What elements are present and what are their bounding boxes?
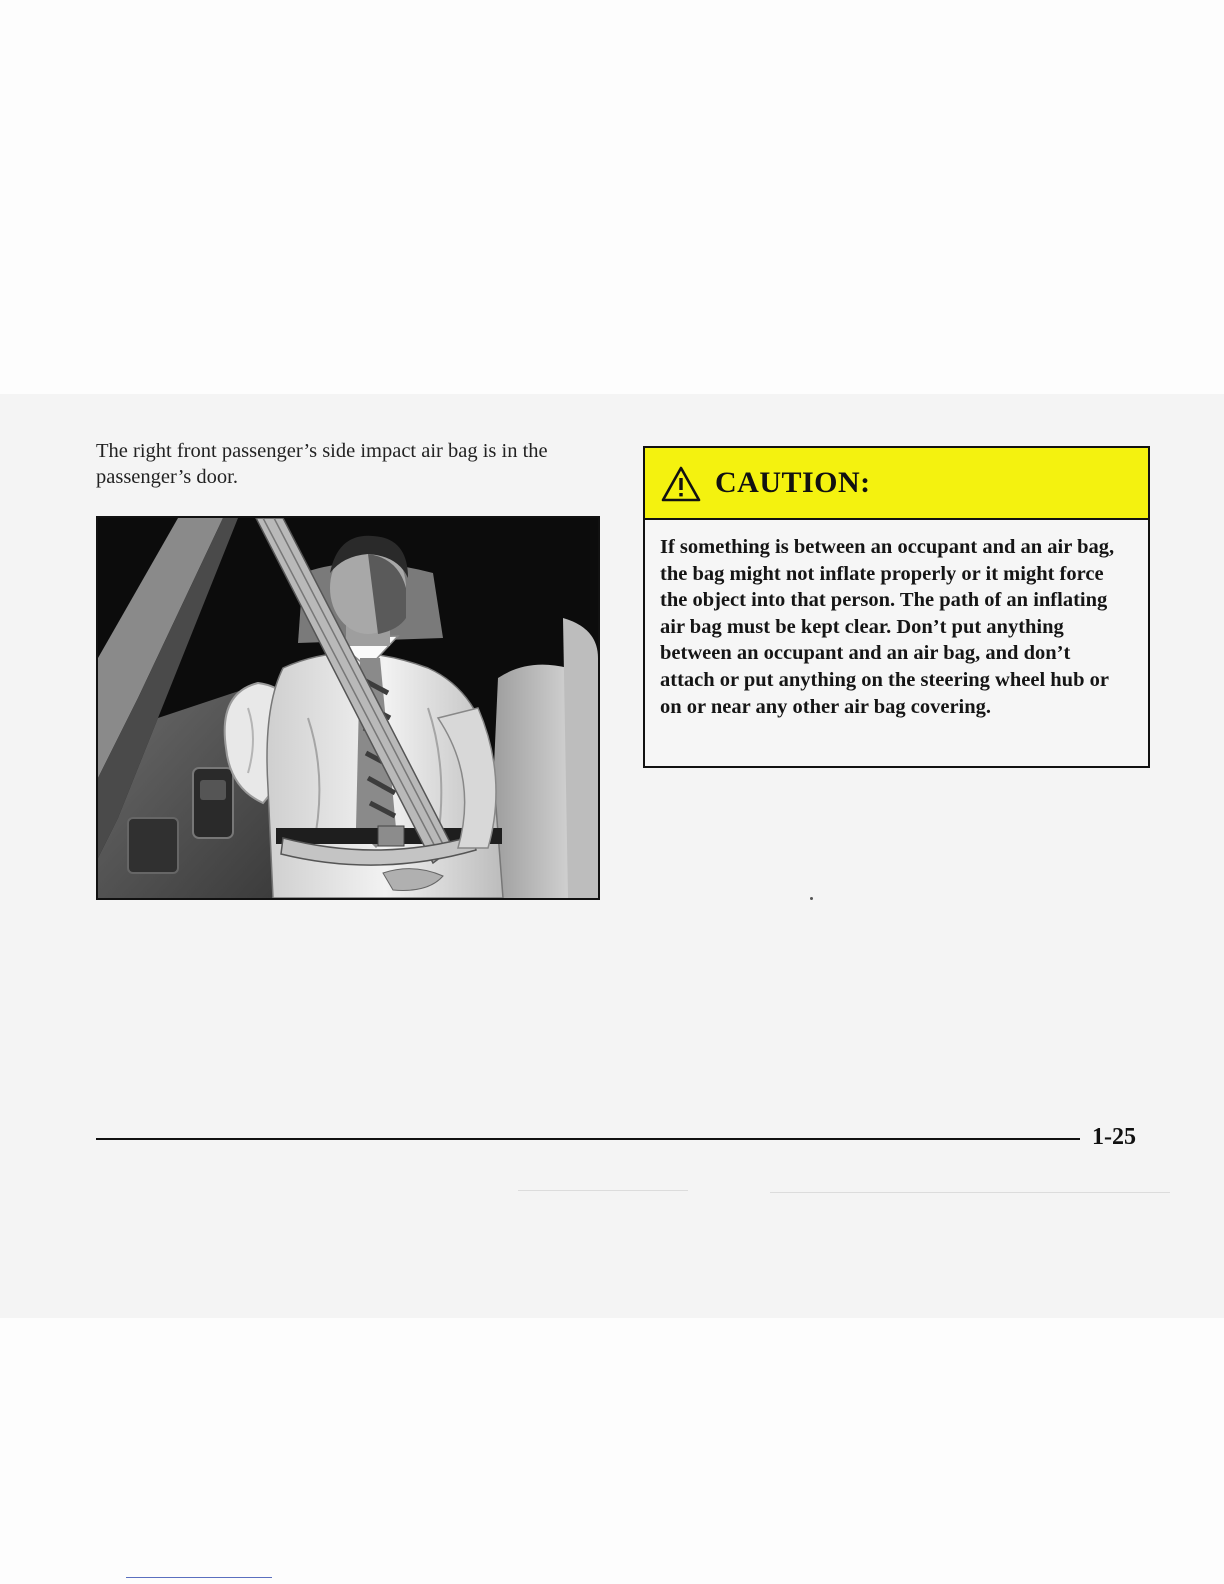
caution-header bbox=[645, 448, 1148, 520]
scan-artifact-line bbox=[518, 1190, 688, 1191]
footer-rule bbox=[96, 1138, 1080, 1140]
warning-triangle-icon bbox=[661, 466, 701, 502]
scan-artifact-line bbox=[770, 1192, 1170, 1193]
blue-underline-mark bbox=[126, 1577, 272, 1578]
side-airbag-illustration bbox=[96, 516, 600, 900]
intro-paragraph: The right front passenger’s side impact air bag is in the passenger’s door. bbox=[96, 440, 548, 488]
caution-text: If something is between an occupant and an air bag, the bag might not inflate properly or it might force the object into that person. The path of an inflating air bag must be kept clear. Don’t put anything between an occupant and an air bag, and don’t attach or put anything on the steering wheel hub or on or near any other air bag covering. bbox=[660, 536, 1115, 718]
caution-box bbox=[643, 446, 1150, 768]
page-number: 1-25 bbox=[1092, 1124, 1136, 1150]
illustration-drawing bbox=[98, 518, 598, 898]
scan-speck bbox=[810, 897, 813, 900]
caution-title: CAUTION: bbox=[715, 466, 871, 499]
